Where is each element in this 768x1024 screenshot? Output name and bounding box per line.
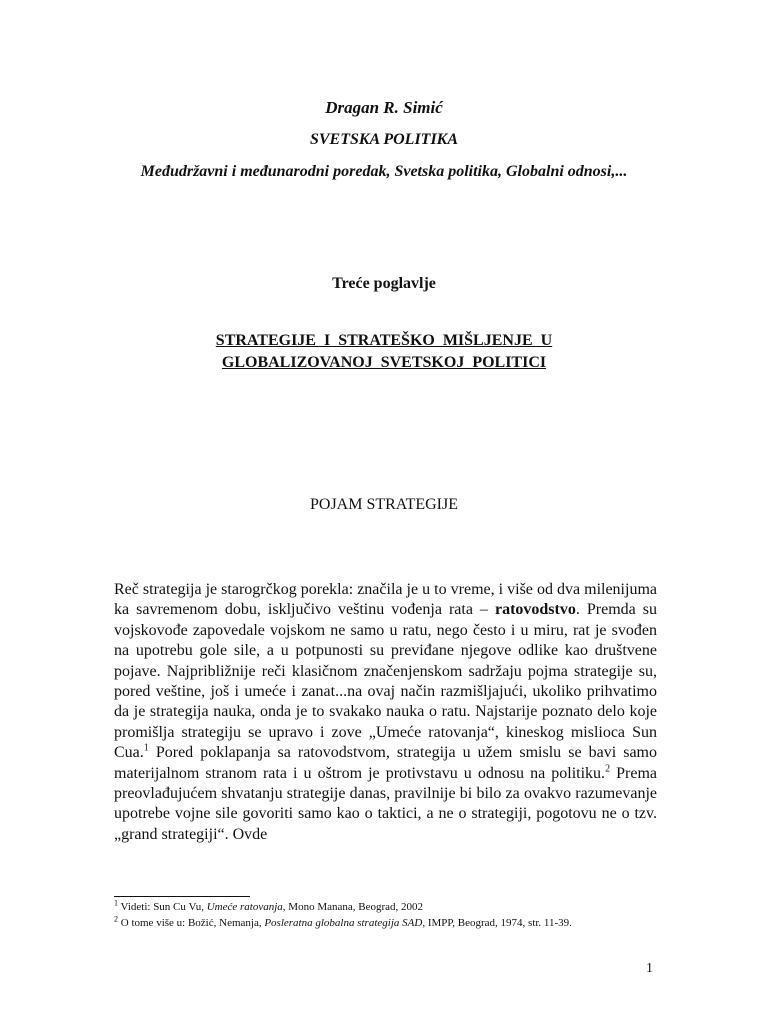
footnote-text: , Mono Manana, Beograd, 2002 bbox=[282, 901, 424, 913]
footnote-1 bbox=[114, 899, 674, 915]
footnote-separator bbox=[114, 896, 250, 897]
footnote-number: 2 bbox=[114, 914, 118, 924]
book-subtitle: Međudržavni i međunarodni poredak, Svetska politika, Globalni odnosi,... bbox=[140, 163, 628, 180]
section-title: POJAM STRATEGIJE bbox=[309, 496, 458, 513]
footnote-work-title: Umeće ratovanja bbox=[206, 901, 283, 913]
footnote-number: 1 bbox=[114, 898, 118, 908]
footnote-2 bbox=[114, 915, 674, 931]
body-text-part: Prema preovlađujućem shvatanju strategije danas, pravilnije bi bilo za ovakvo razumevanje upotrebe vojne sile govoriti samo kao o taktici, a ne o strategiji, pogotovu ne o tzv. „grand strategiji“. Ovde bbox=[114, 764, 657, 843]
footnote-work-title: Posleratna globalna strategija SAD bbox=[264, 917, 423, 929]
body-bold-term: ratovodstvo bbox=[494, 601, 576, 619]
chapter-heading-line2: GLOBALIZOVANOJ SVETSKOJ POLITICI bbox=[221, 354, 547, 371]
author-name: Dragan R. Simić bbox=[325, 98, 443, 117]
body-text-part: . Premda su vojskovođe zapovedale vojskom ne samo u ratu, nego često i u miru, rat je svođen na upotrebu gole sile, a u potpunosti su previđane njegove odlike kao društvene pojave. Najpribližnije reči klasičnom značenjenskom sadržaju pojma strategije su, pored veštine, još i umeće i zanat...na ovaj način razmišljajući, ukoliko prihvatimo da je strategija nauka, onda je to svakako nauka o ratu. Najstarije poznato delo koje promišlja strategiju se upravo i zove „Umeće ratovanja“, kineskog mislioca Sun Cua. bbox=[114, 601, 657, 762]
footnote-ref-2[interactable]: 2 bbox=[605, 763, 611, 775]
book-title: SVETSKA POLITIKA bbox=[309, 131, 459, 148]
chapter-heading-line1: STRATEGIJE I STRATEŠKO MIŠLJENJE U bbox=[215, 332, 553, 349]
footnote-ref-1[interactable]: 1 bbox=[143, 742, 149, 754]
body-text-part: Pored poklapanja sa ratovodstvom, strategija u užem smislu se bavi samo materijalnom stranom rata i u oštrom je protivstavu u odnosu na politiku. bbox=[114, 744, 657, 782]
page-number: 1 bbox=[646, 961, 653, 976]
footnote-text: O tome više u: Božić, Nemanja, bbox=[118, 917, 265, 929]
body-paragraph bbox=[114, 580, 657, 845]
footnote-text: , IMPP, Beograd, 1974, str. 11-39. bbox=[422, 917, 572, 929]
footnotes bbox=[114, 899, 674, 931]
chapter-heading bbox=[0, 330, 768, 374]
chapter-label: Treće poglavlje bbox=[332, 275, 436, 292]
footnote-text: Videti: Sun Cu Vu, bbox=[118, 901, 207, 913]
body-text-part: Reč strategija je starogrčkog porekla: značila je u to vreme, i više od dva milenijuma ka savremenom dobu, isključivo veštinu vođenja rata – bbox=[114, 581, 657, 619]
